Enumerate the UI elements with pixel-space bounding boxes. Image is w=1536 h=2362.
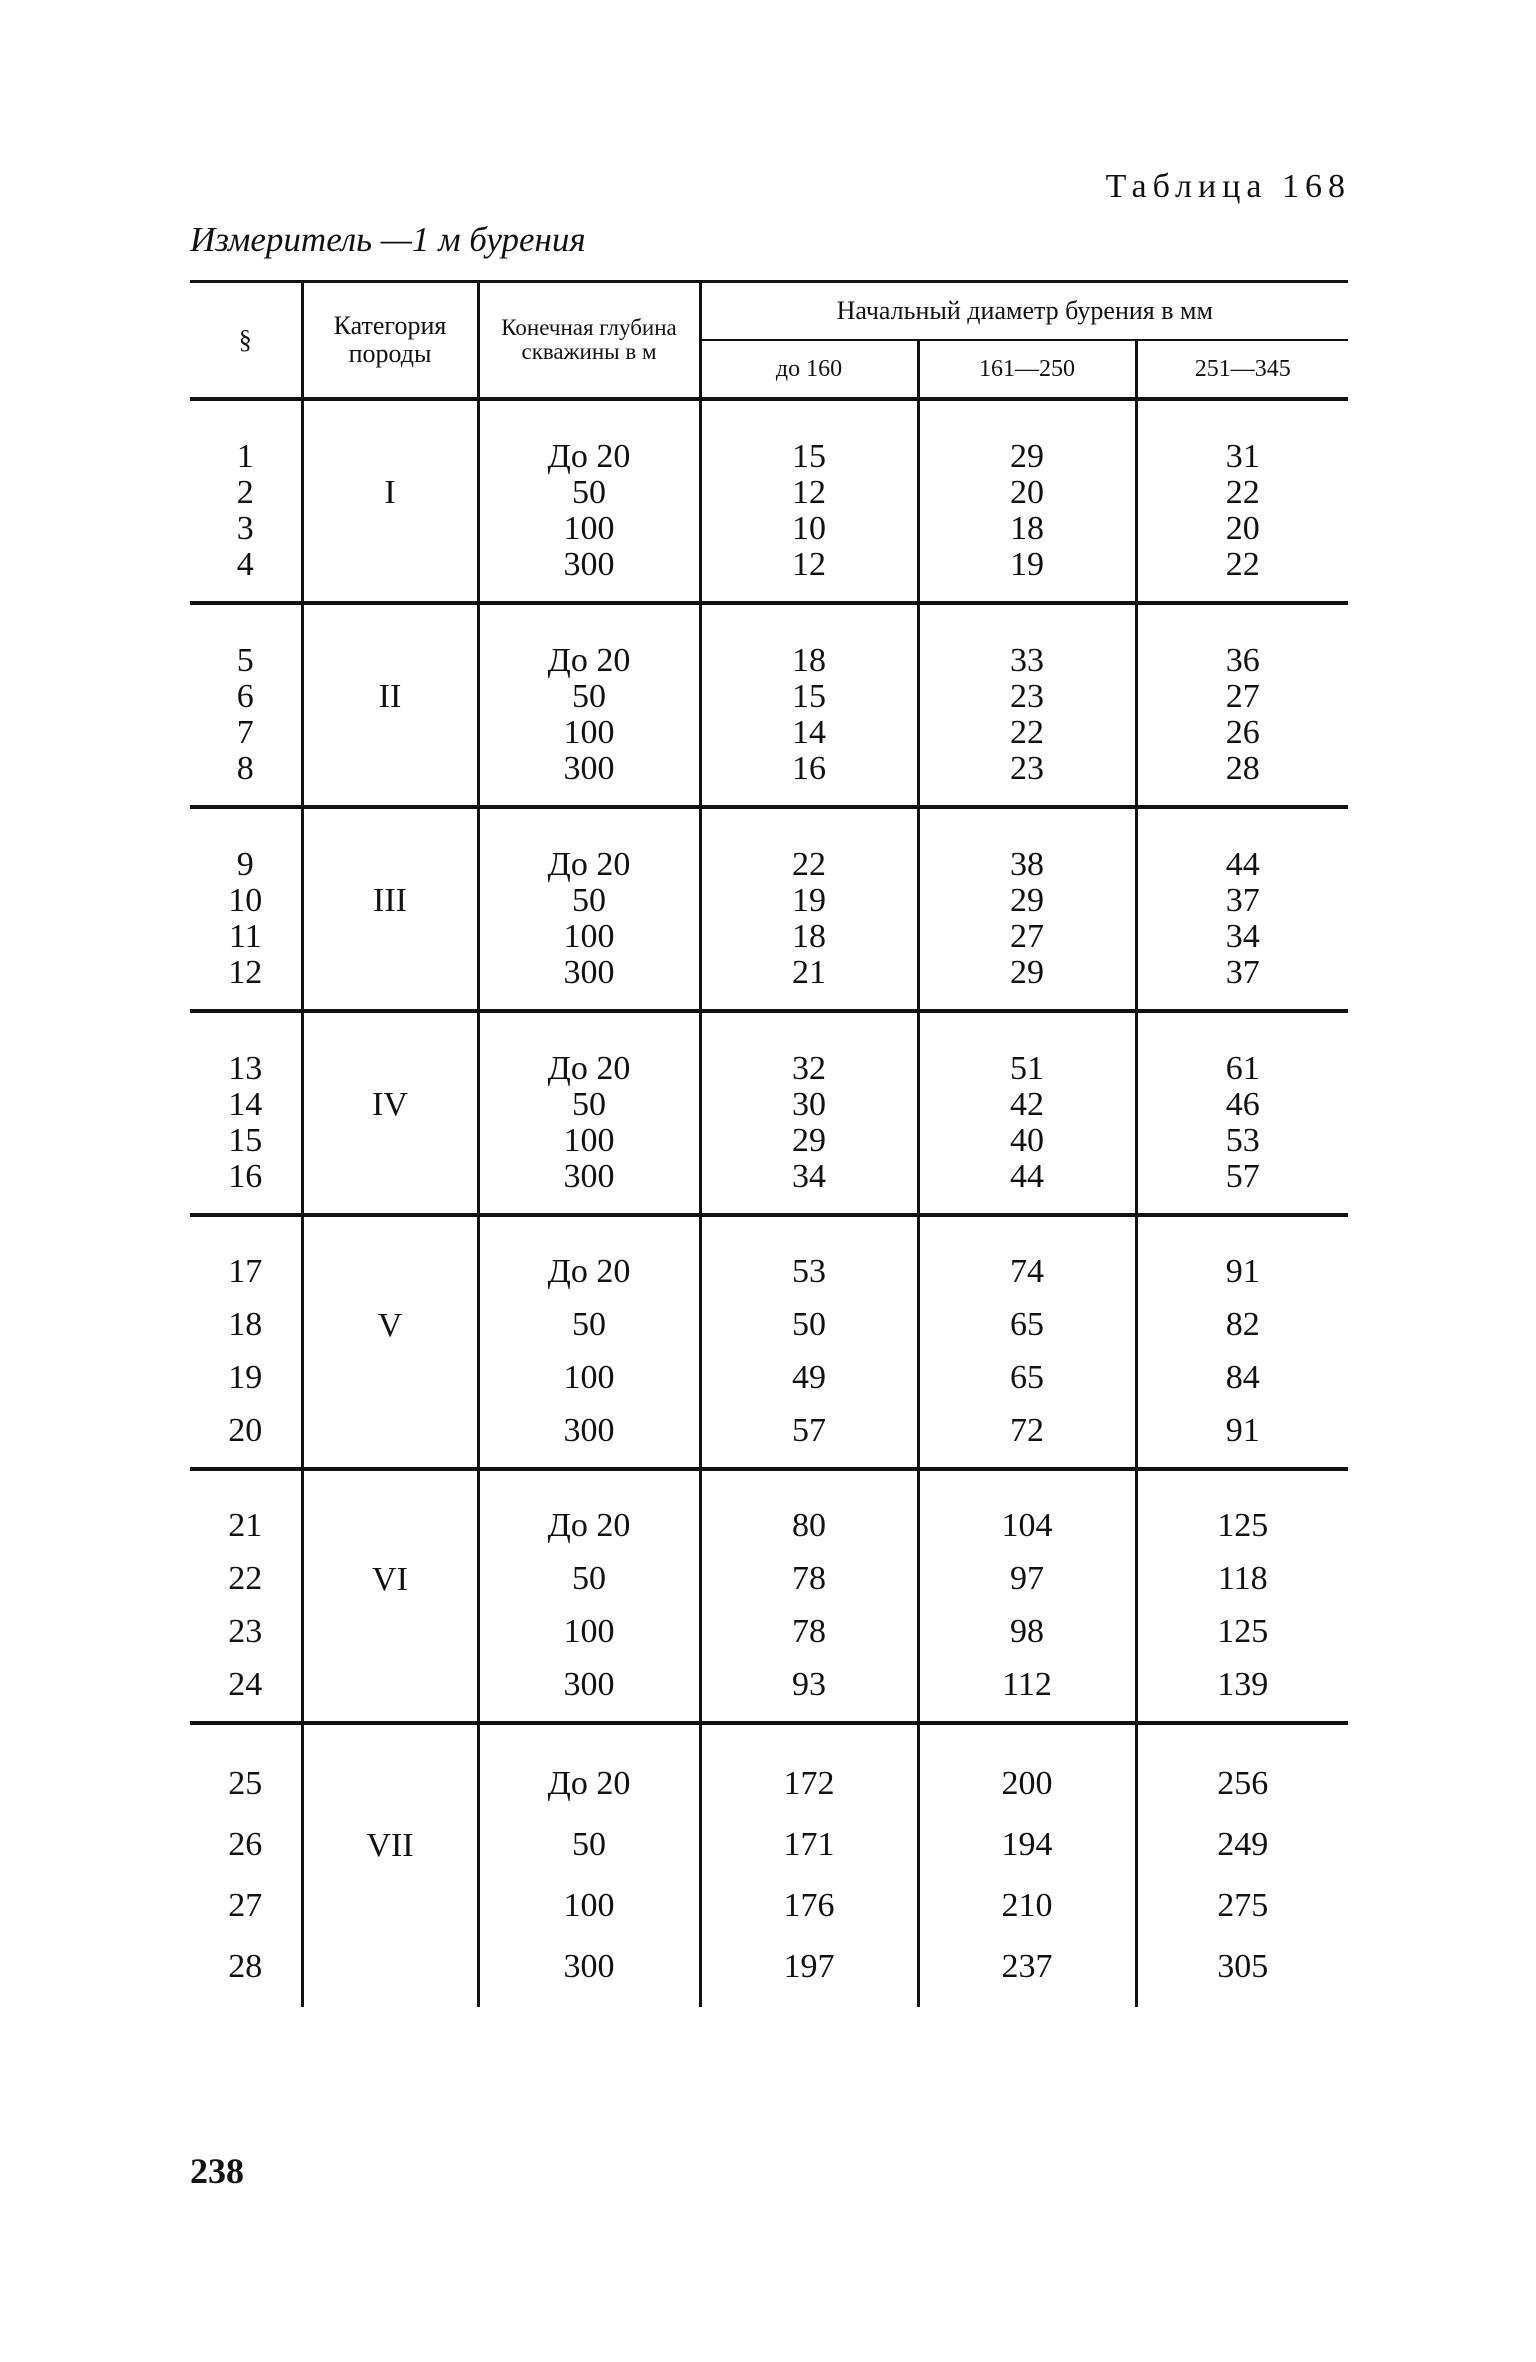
diameter-1-cell-value: 12 — [792, 474, 826, 511]
diameter-3-cell-value: 37 — [1225, 882, 1260, 919]
header-diameter-1: до 160 — [700, 340, 918, 399]
diameter-1-cell-value: 30 — [792, 1086, 826, 1123]
diameter-1-cell — [700, 1469, 918, 1723]
diameter-3-cell-value: 84 — [1225, 1359, 1260, 1396]
header-depth: Конечная глубина скважины в м — [478, 282, 700, 400]
diameter-3-cell — [1136, 399, 1348, 603]
depth-cell-value: 100 — [563, 1887, 615, 1924]
depth-cell-value: 300 — [563, 1412, 615, 1449]
section-cell-value: 10 — [228, 882, 263, 919]
depth-cell-value: До 20 — [547, 642, 631, 679]
diameter-1-cell-value: 21 — [792, 954, 826, 991]
table-row-group — [190, 603, 1348, 807]
table-title: Таблица 168 — [1105, 168, 1351, 205]
diameter-2-cell-value: 104 — [1001, 1507, 1053, 1544]
section-cell-value: 19 — [228, 1359, 263, 1396]
depth-cell — [478, 807, 700, 1011]
diameter-1-cell-value: 57 — [792, 1412, 826, 1449]
diameter-2-cell-value: 200 — [1001, 1765, 1053, 1802]
diameter-1-cell-value: 22 — [792, 846, 826, 883]
category-cell — [302, 1215, 478, 1469]
depth-cell-value: 300 — [563, 1158, 615, 1195]
diameter-2-cell-value: 33 — [1010, 642, 1044, 679]
depth-cell-value: 300 — [563, 1666, 615, 1703]
diameter-1-cell — [700, 1723, 918, 2007]
section-cell-value: 3 — [236, 510, 254, 547]
diameter-3-cell-value: 125 — [1217, 1613, 1269, 1650]
diameter-1-cell-value: 34 — [792, 1158, 826, 1195]
depth-cell-value: 100 — [563, 1613, 615, 1650]
section-cell — [190, 807, 302, 1011]
depth-cell-value: 100 — [563, 510, 615, 547]
drilling-norms-table — [190, 280, 1348, 2007]
header-diameter-3: 251—345 — [1136, 340, 1348, 399]
diameter-2-cell — [918, 1723, 1136, 2007]
category-cell — [302, 807, 478, 1011]
section-cell-value: 27 — [228, 1887, 263, 1924]
diameter-3-cell-value: 61 — [1225, 1050, 1260, 1087]
diameter-1-cell-value: 19 — [792, 882, 826, 919]
depth-cell-value: До 20 — [547, 846, 631, 883]
diameter-2-cell-value: 44 — [1010, 1158, 1044, 1195]
table-row-group — [190, 807, 1348, 1011]
category-cell-value: VII — [366, 1827, 414, 1864]
diameter-1-cell-value: 29 — [792, 1122, 826, 1159]
diameter-2-cell-value: 97 — [1010, 1560, 1044, 1597]
diameter-2-cell-value: 19 — [1010, 546, 1044, 583]
diameter-2-cell-value: 194 — [1001, 1826, 1053, 1863]
depth-cell — [478, 1215, 700, 1469]
diameter-1-cell-value: 49 — [792, 1359, 826, 1396]
diameter-3-cell-value: 82 — [1225, 1306, 1260, 1343]
depth-cell-value: До 20 — [547, 438, 631, 475]
diameter-2-cell-value: 51 — [1010, 1050, 1044, 1087]
diameter-1-cell-value: 15 — [792, 438, 826, 475]
diameter-2-cell-value: 112 — [1002, 1666, 1052, 1703]
section-cell — [190, 1469, 302, 1723]
unit-caption — [190, 220, 586, 260]
diameter-2-cell-value: 40 — [1010, 1122, 1044, 1159]
depth-cell-value: До 20 — [547, 1050, 631, 1087]
section-cell-value: 5 — [236, 642, 254, 679]
section-cell-value: 25 — [228, 1765, 263, 1802]
diameter-3-cell — [1136, 1215, 1348, 1469]
diameter-1-cell-value: 10 — [792, 510, 826, 547]
category-cell-value: VI — [372, 1561, 408, 1598]
diameter-3-cell-value: 34 — [1225, 918, 1260, 955]
header-category: Категория породы — [302, 282, 478, 400]
section-cell-value: 12 — [228, 954, 263, 991]
diameter-2-cell-value: 29 — [1010, 438, 1044, 475]
category-cell-value: I — [384, 474, 396, 511]
depth-cell-value: 100 — [563, 1122, 615, 1159]
section-cell-value: 20 — [228, 1412, 263, 1449]
diameter-2-cell-value: 22 — [1010, 714, 1044, 751]
diameter-3-cell — [1136, 603, 1348, 807]
header-diameter-group: Начальный диаметр бурения в мм — [700, 282, 1348, 341]
diameter-1-cell-value: 32 — [792, 1050, 826, 1087]
depth-cell-value: До 20 — [547, 1253, 631, 1290]
diameter-2-cell — [918, 1011, 1136, 1215]
diameter-1-cell-value: 172 — [783, 1765, 835, 1802]
section-cell-value: 1 — [236, 438, 254, 475]
diameter-2-cell-value: 98 — [1010, 1613, 1044, 1650]
diameter-1-cell-value: 16 — [792, 750, 826, 787]
diameter-3-cell-value: 37 — [1225, 954, 1260, 991]
diameter-3-cell-value: 118 — [1217, 1560, 1268, 1597]
diameter-2-cell-value: 23 — [1010, 678, 1044, 715]
depth-cell-value: 100 — [563, 918, 615, 955]
section-cell-value: 13 — [228, 1050, 263, 1087]
diameter-2-cell-value: 210 — [1001, 1887, 1053, 1924]
section-cell-value: 22 — [228, 1560, 263, 1597]
diameter-3-cell-value: 305 — [1217, 1948, 1269, 1985]
diameter-3-cell — [1136, 1011, 1348, 1215]
diameter-3-cell-value: 20 — [1225, 510, 1260, 547]
category-cell — [302, 1011, 478, 1215]
diameter-1-cell-value: 53 — [792, 1253, 826, 1290]
table-row-group — [190, 1215, 1348, 1469]
table-row-group — [190, 1011, 1348, 1215]
diameter-1-cell-value: 18 — [792, 918, 826, 955]
diameter-2-cell-value: 29 — [1010, 954, 1044, 991]
diameter-1-cell — [700, 807, 918, 1011]
diameter-3-cell-value: 26 — [1225, 714, 1260, 751]
section-cell — [190, 1723, 302, 2007]
section-cell — [190, 1011, 302, 1215]
diameter-2-cell-value: 72 — [1010, 1412, 1044, 1449]
diameter-2-cell-value: 237 — [1001, 1948, 1053, 1985]
diameter-1-cell-value: 18 — [792, 642, 826, 679]
diameter-3-cell — [1136, 1469, 1348, 1723]
depth-cell-value: До 20 — [547, 1765, 631, 1802]
unit-caption-prefix: Измеритель —1 — [190, 220, 430, 259]
diameter-3-cell-value: 31 — [1225, 438, 1260, 475]
section-cell-value: 24 — [228, 1666, 263, 1703]
header-diameter-2: 161—250 — [918, 340, 1136, 399]
diameter-3-cell-value: 249 — [1217, 1826, 1269, 1863]
depth-cell-value: 300 — [563, 750, 615, 787]
diameter-2-cell — [918, 399, 1136, 603]
category-cell-value: II — [378, 678, 402, 715]
diameter-2-cell — [918, 1469, 1136, 1723]
category-cell — [302, 603, 478, 807]
diameter-3-cell-value: 91 — [1225, 1253, 1260, 1290]
diameter-3-cell-value: 27 — [1225, 678, 1260, 715]
diameter-2-cell-value: 65 — [1010, 1306, 1044, 1343]
diameter-2-cell-value: 27 — [1010, 918, 1044, 955]
diameter-3-cell — [1136, 1723, 1348, 2007]
diameter-1-cell-value: 50 — [792, 1306, 826, 1343]
diameter-1-cell — [700, 1011, 918, 1215]
section-cell-value: 23 — [228, 1613, 263, 1650]
unit-caption-measure: м бурения — [438, 220, 586, 259]
section-cell — [190, 603, 302, 807]
depth-cell-value: 300 — [563, 954, 615, 991]
depth-cell — [478, 603, 700, 807]
depth-cell — [478, 1011, 700, 1215]
diameter-2-cell-value: 65 — [1010, 1359, 1044, 1396]
diameter-3-cell-value: 256 — [1217, 1765, 1269, 1802]
section-cell-value: 9 — [236, 846, 254, 883]
category-cell — [302, 399, 478, 603]
section-cell-value: 7 — [236, 714, 254, 751]
diameter-1-cell-value: 176 — [783, 1887, 835, 1924]
section-cell-value: 11 — [228, 918, 262, 955]
diameter-3-cell-value: 125 — [1217, 1507, 1269, 1544]
depth-cell-value: 50 — [572, 1306, 606, 1343]
diameter-3-cell-value: 53 — [1225, 1122, 1260, 1159]
section-cell-value: 8 — [236, 750, 254, 787]
section-cell-value: 16 — [228, 1158, 263, 1195]
category-cell-value: V — [377, 1307, 403, 1344]
section-cell — [190, 399, 302, 603]
diameter-3-cell — [1136, 807, 1348, 1011]
diameter-3-cell-value: 91 — [1225, 1412, 1260, 1449]
section-cell-value: 15 — [228, 1122, 263, 1159]
depth-cell-value: 100 — [563, 1359, 615, 1396]
section-cell-value: 26 — [228, 1826, 263, 1863]
diameter-2-cell — [918, 1215, 1136, 1469]
depth-cell-value: 50 — [572, 1086, 606, 1123]
section-cell-value: 21 — [228, 1507, 263, 1544]
page-number: 238 — [190, 2151, 244, 2191]
section-cell-value: 17 — [228, 1253, 263, 1290]
table-row-group — [190, 1723, 1348, 2007]
diameter-2-cell — [918, 807, 1136, 1011]
depth-cell — [478, 399, 700, 603]
header-section: § — [190, 282, 302, 400]
diameter-1-cell-value: 80 — [792, 1507, 826, 1544]
category-cell-value: IV — [372, 1086, 408, 1123]
diameter-1-cell-value: 78 — [792, 1613, 826, 1650]
depth-cell-value: 300 — [563, 1948, 615, 1985]
diameter-2-cell-value: 18 — [1010, 510, 1044, 547]
diameter-1-cell-value: 15 — [792, 678, 826, 715]
section-cell-value: 28 — [228, 1948, 263, 1985]
section-cell-value: 18 — [228, 1306, 263, 1343]
diameter-2-cell-value: 42 — [1010, 1086, 1044, 1123]
diameter-1-cell-value: 12 — [792, 546, 826, 583]
section-cell — [190, 1215, 302, 1469]
depth-cell-value: 50 — [572, 678, 606, 715]
diameter-1-cell-value: 197 — [783, 1948, 835, 1985]
diameter-1-cell — [700, 603, 918, 807]
depth-cell-value: 100 — [563, 714, 615, 751]
category-cell — [302, 1469, 478, 1723]
table-body — [190, 399, 1348, 2007]
diameter-2-cell-value: 29 — [1010, 882, 1044, 919]
diameter-1-cell — [700, 1215, 918, 1469]
section-cell-value: 4 — [236, 546, 254, 583]
section-cell-value: 14 — [228, 1086, 263, 1123]
diameter-3-cell-value: 46 — [1225, 1086, 1260, 1123]
category-cell — [302, 1723, 478, 2007]
diameter-2-cell — [918, 603, 1136, 807]
depth-cell-value: 50 — [572, 1560, 606, 1597]
section-cell-value: 2 — [236, 474, 254, 511]
diameter-1-cell-value: 171 — [783, 1826, 835, 1863]
diameter-2-cell-value: 23 — [1010, 750, 1044, 787]
diameter-3-cell-value: 22 — [1225, 546, 1260, 583]
diameter-2-cell-value: 74 — [1010, 1253, 1044, 1290]
diameter-1-cell-value: 93 — [792, 1666, 826, 1703]
diameter-3-cell-value: 28 — [1225, 750, 1260, 787]
diameter-3-cell-value: 36 — [1225, 642, 1260, 679]
depth-cell-value: 300 — [563, 546, 615, 583]
diameter-3-cell-value: 275 — [1217, 1887, 1269, 1924]
depth-cell-value: 50 — [572, 474, 606, 511]
section-cell-value: 6 — [236, 678, 254, 715]
diameter-3-cell-value: 22 — [1225, 474, 1260, 511]
table-row-group — [190, 399, 1348, 603]
diameter-3-cell-value: 139 — [1217, 1666, 1269, 1703]
diameter-2-cell-value: 38 — [1010, 846, 1044, 883]
category-cell-value: III — [373, 882, 407, 919]
diameter-2-cell-value: 20 — [1010, 474, 1044, 511]
depth-cell-value: 50 — [572, 882, 606, 919]
table-row-group — [190, 1469, 1348, 1723]
diameter-1-cell-value: 78 — [792, 1560, 826, 1597]
diameter-3-cell-value: 44 — [1225, 846, 1260, 883]
diameter-3-cell-value: 57 — [1225, 1158, 1260, 1195]
depth-cell — [478, 1723, 700, 2007]
depth-cell-value: 50 — [572, 1826, 606, 1863]
diameter-1-cell-value: 14 — [792, 714, 826, 751]
depth-cell — [478, 1469, 700, 1723]
diameter-1-cell — [700, 399, 918, 603]
depth-cell-value: До 20 — [547, 1507, 631, 1544]
